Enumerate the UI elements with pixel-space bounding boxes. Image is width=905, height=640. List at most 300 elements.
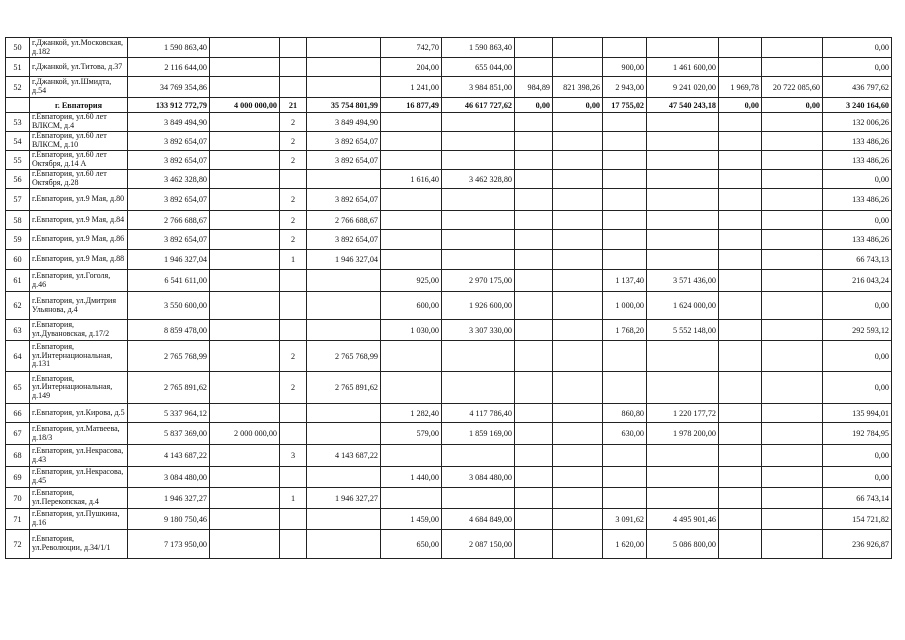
table-cell <box>381 372 442 404</box>
table-cell <box>515 445 553 467</box>
table-cell: 3 849 494,90 <box>128 113 210 132</box>
table-row <box>6 170 892 189</box>
table-cell: г.Евпатория, ул.Некрасова, д.43 <box>30 445 128 467</box>
table-cell <box>210 270 280 292</box>
table-cell: 1 459,00 <box>381 509 442 530</box>
table-cell: 3 091,62 <box>603 509 647 530</box>
table-cell <box>603 445 647 467</box>
table-cell <box>647 372 719 404</box>
table-cell: 3 892 654,07 <box>307 132 381 151</box>
table-cell: 133 486,26 <box>823 230 892 250</box>
table-cell: 5 086 800,00 <box>647 530 719 559</box>
table-cell <box>210 530 280 559</box>
table-cell <box>603 372 647 404</box>
table-cell <box>442 250 515 270</box>
table-cell <box>719 211 762 230</box>
table-cell <box>603 488 647 509</box>
table-cell <box>719 113 762 132</box>
table-cell <box>280 292 307 320</box>
table-cell <box>307 270 381 292</box>
table-row <box>6 404 892 423</box>
table-cell <box>647 170 719 189</box>
table-cell: г.Евпатория, ул.60 лет ВЛКСМ, д.4 <box>30 113 128 132</box>
table-cell <box>381 189 442 211</box>
table-cell <box>603 113 647 132</box>
table-cell <box>647 341 719 372</box>
table-cell: 2 116 644,00 <box>128 58 210 77</box>
table-cell: 1 946 327,27 <box>307 488 381 509</box>
table-cell <box>553 488 603 509</box>
table-cell: 3 892 654,07 <box>128 189 210 211</box>
table-cell: 62 <box>6 292 30 320</box>
table-cell <box>515 170 553 189</box>
table-cell: 0,00 <box>719 98 762 113</box>
table-cell <box>280 320 307 341</box>
table-cell: 1 969,78 <box>719 77 762 98</box>
table-cell <box>553 292 603 320</box>
table-cell <box>381 341 442 372</box>
table-cell: 0,00 <box>823 341 892 372</box>
table-cell <box>719 170 762 189</box>
table-cell: 63 <box>6 320 30 341</box>
table-cell: 1 590 863,40 <box>128 38 210 58</box>
table-cell <box>647 230 719 250</box>
table-cell <box>762 404 823 423</box>
table-cell: г.Евпатория, ул.60 лет Октября, д.28 <box>30 170 128 189</box>
table-cell <box>210 38 280 58</box>
table-cell: 47 540 243,18 <box>647 98 719 113</box>
table-cell: 655 044,00 <box>442 58 515 77</box>
table-cell <box>762 372 823 404</box>
table-cell: г.Джанкой, ул.Титова, д.37 <box>30 58 128 77</box>
table-cell <box>553 530 603 559</box>
table-cell <box>280 38 307 58</box>
table-cell <box>515 151 553 170</box>
table-cell <box>762 38 823 58</box>
table-cell <box>280 270 307 292</box>
table-cell: 53 <box>6 113 30 132</box>
table-cell <box>553 509 603 530</box>
table-cell <box>442 372 515 404</box>
table-cell <box>280 58 307 77</box>
table-cell <box>553 467 603 488</box>
table-cell <box>647 488 719 509</box>
table-cell: 0,00 <box>823 292 892 320</box>
table-cell: 1 946 327,04 <box>128 250 210 270</box>
table-cell <box>515 423 553 445</box>
table-cell <box>603 467 647 488</box>
table-cell: 3 571 436,00 <box>647 270 719 292</box>
table-cell: 0,00 <box>762 98 823 113</box>
table-cell: г.Евпатория, ул.Гоголя, д.46 <box>30 270 128 292</box>
table-cell: 4 684 849,00 <box>442 509 515 530</box>
table-cell: 52 <box>6 77 30 98</box>
table-cell: 860,80 <box>603 404 647 423</box>
table-cell <box>762 530 823 559</box>
table-cell: 1 859 169,00 <box>442 423 515 445</box>
table-cell: 0,00 <box>553 98 603 113</box>
table-cell: 2 765 768,99 <box>128 341 210 372</box>
table-cell: 70 <box>6 488 30 509</box>
table-cell: 3 892 654,07 <box>307 151 381 170</box>
table-cell <box>515 113 553 132</box>
table-cell <box>762 151 823 170</box>
table-cell: 2 765 768,99 <box>307 341 381 372</box>
table-cell <box>515 404 553 423</box>
table-row <box>6 58 892 77</box>
table-cell: 5 337 964,12 <box>128 404 210 423</box>
table-cell <box>647 189 719 211</box>
table-cell <box>515 372 553 404</box>
table-row <box>6 189 892 211</box>
table-cell <box>719 509 762 530</box>
table-cell <box>603 230 647 250</box>
table-cell <box>280 467 307 488</box>
table-cell <box>719 530 762 559</box>
table-cell: 154 721,82 <box>823 509 892 530</box>
table-cell <box>515 38 553 58</box>
table-cell <box>553 211 603 230</box>
table-cell: 51 <box>6 58 30 77</box>
table-cell: 1 590 863,40 <box>442 38 515 58</box>
table-cell <box>381 211 442 230</box>
table-cell <box>719 250 762 270</box>
table-cell: 3 <box>280 445 307 467</box>
table-cell <box>762 270 823 292</box>
table-cell: г.Евпатория, ул.Дмитрия Ульянова, д.4 <box>30 292 128 320</box>
table-cell: 133 486,26 <box>823 132 892 151</box>
table-cell <box>442 488 515 509</box>
table-cell <box>553 372 603 404</box>
table-cell <box>210 509 280 530</box>
table-row <box>6 77 892 98</box>
table-cell <box>762 292 823 320</box>
table-cell: 2 <box>280 132 307 151</box>
table-cell: 2 <box>280 211 307 230</box>
table-row <box>6 320 892 341</box>
table-cell: 4 117 786,40 <box>442 404 515 423</box>
table-cell: 66 743,13 <box>823 250 892 270</box>
table-cell: 292 593,12 <box>823 320 892 341</box>
table-cell: г.Евпатория, ул.60 лет Октября, д.14 А <box>30 151 128 170</box>
table-cell <box>553 341 603 372</box>
table-cell: 3 462 328,80 <box>442 170 515 189</box>
table-cell: 650,00 <box>381 530 442 559</box>
table-cell <box>553 132 603 151</box>
table-cell <box>210 320 280 341</box>
table-row <box>6 530 892 559</box>
table-cell: 4 143 687,22 <box>128 445 210 467</box>
table-cell <box>307 320 381 341</box>
table-cell: 1 616,40 <box>381 170 442 189</box>
table-cell <box>603 189 647 211</box>
table-cell: 9 180 750,46 <box>128 509 210 530</box>
table-row <box>6 372 892 404</box>
table-cell <box>381 113 442 132</box>
table-cell <box>603 211 647 230</box>
table-cell <box>647 151 719 170</box>
table-cell: 3 849 494,90 <box>307 113 381 132</box>
table-cell: 133 486,26 <box>823 189 892 211</box>
table-cell <box>719 445 762 467</box>
table-cell: 35 754 801,99 <box>307 98 381 113</box>
table-cell <box>381 132 442 151</box>
table-cell <box>762 341 823 372</box>
table-cell: 17 755,02 <box>603 98 647 113</box>
table-cell: г.Евпатория, ул.9 Мая, д.84 <box>30 211 128 230</box>
table-cell <box>762 230 823 250</box>
table-cell: 0,00 <box>823 38 892 58</box>
table-cell: 21 <box>280 98 307 113</box>
table-cell: 69 <box>6 467 30 488</box>
table-row <box>6 250 892 270</box>
table-cell <box>307 467 381 488</box>
table-cell: 6 541 611,00 <box>128 270 210 292</box>
table-row <box>6 113 892 132</box>
table-cell: 4 000 000,00 <box>210 98 280 113</box>
table-cell: 2 <box>280 151 307 170</box>
table-cell <box>719 58 762 77</box>
table-cell <box>210 170 280 189</box>
table-cell <box>553 189 603 211</box>
table-cell <box>307 530 381 559</box>
table-cell: 0,00 <box>823 445 892 467</box>
table-cell: 3 550 600,00 <box>128 292 210 320</box>
table-cell: 925,00 <box>381 270 442 292</box>
table-cell: 66 <box>6 404 30 423</box>
table-cell <box>553 170 603 189</box>
table-row <box>6 292 892 320</box>
table-cell <box>307 292 381 320</box>
table-cell: 34 769 354,86 <box>128 77 210 98</box>
table-cell <box>381 230 442 250</box>
table-cell: 1 000,00 <box>603 292 647 320</box>
table-cell <box>762 58 823 77</box>
table-cell <box>381 488 442 509</box>
table-cell: 3 240 164,60 <box>823 98 892 113</box>
table-cell <box>553 58 603 77</box>
table-cell <box>515 58 553 77</box>
table-cell <box>515 488 553 509</box>
table-cell <box>381 151 442 170</box>
table-cell <box>603 341 647 372</box>
table-cell <box>515 509 553 530</box>
table-cell: 9 241 020,00 <box>647 77 719 98</box>
table-cell <box>381 445 442 467</box>
table-cell <box>515 230 553 250</box>
table-cell <box>210 132 280 151</box>
table-cell: 984,89 <box>515 77 553 98</box>
table-cell: 2 766 688,67 <box>307 211 381 230</box>
table-row <box>6 132 892 151</box>
table-cell <box>381 250 442 270</box>
table-cell <box>307 170 381 189</box>
table-cell: г.Евпатория, ул.Дувановская, д.17/2 <box>30 320 128 341</box>
table-cell: 1 946 327,27 <box>128 488 210 509</box>
table-cell: г.Евпатория, ул.9 Мая, д.86 <box>30 230 128 250</box>
table-cell: г.Евпатория, ул.Некрасова, д.45 <box>30 467 128 488</box>
table-cell: 1 946 327,04 <box>307 250 381 270</box>
table-cell: 4 143 687,22 <box>307 445 381 467</box>
table-cell: 5 552 148,00 <box>647 320 719 341</box>
table-cell: г.Евпатория, ул.60 лет ВЛКСМ, д.10 <box>30 132 128 151</box>
table-cell: 1 461 600,00 <box>647 58 719 77</box>
table-cell <box>280 170 307 189</box>
table-cell: г.Евпатория, ул.Интернациональная, д.149 <box>30 372 128 404</box>
table-row <box>6 445 892 467</box>
table-cell: г.Евпатория, ул.9 Мая, д.88 <box>30 250 128 270</box>
table-cell: 132 006,26 <box>823 113 892 132</box>
table-cell <box>210 58 280 77</box>
table-cell: 742,70 <box>381 38 442 58</box>
table-cell <box>210 77 280 98</box>
table-cell: 7 173 950,00 <box>128 530 210 559</box>
table-cell: 1 624 000,00 <box>647 292 719 320</box>
table-cell <box>210 211 280 230</box>
table-cell <box>210 488 280 509</box>
table-cell <box>210 230 280 250</box>
table-cell <box>442 211 515 230</box>
table-cell <box>647 250 719 270</box>
table-cell: 2 <box>280 113 307 132</box>
table-cell: 2 766 688,67 <box>128 211 210 230</box>
table-cell <box>553 270 603 292</box>
table-row <box>6 151 892 170</box>
table-cell: 1 282,40 <box>381 404 442 423</box>
table-cell: г.Джанкой, ул.Шмидта, д.54 <box>30 77 128 98</box>
table-cell: 0,00 <box>823 211 892 230</box>
table-cell <box>647 467 719 488</box>
table-cell: 72 <box>6 530 30 559</box>
table-cell <box>762 488 823 509</box>
table-cell: 236 926,87 <box>823 530 892 559</box>
table-row <box>6 423 892 445</box>
data-table <box>5 37 892 559</box>
table-cell: 60 <box>6 250 30 270</box>
table-cell: г.Евпатория, ул.Кирова, д.5 <box>30 404 128 423</box>
table-cell: 1 220 177,72 <box>647 404 719 423</box>
table-cell <box>307 423 381 445</box>
table-cell: 630,00 <box>603 423 647 445</box>
table-cell <box>647 113 719 132</box>
table-cell: 2 087 150,00 <box>442 530 515 559</box>
table-cell <box>210 151 280 170</box>
table-body <box>6 38 892 559</box>
table-cell <box>719 132 762 151</box>
table-cell: г.Евпатория, ул.Матвеева, д.18/3 <box>30 423 128 445</box>
table-row <box>6 467 892 488</box>
table-cell: 71 <box>6 509 30 530</box>
table-cell: 3 892 654,07 <box>307 189 381 211</box>
table-cell <box>515 250 553 270</box>
table-cell <box>762 445 823 467</box>
table-cell: 2 765 891,62 <box>307 372 381 404</box>
table-cell: г.Евпатория, ул.Перекопская, д.4 <box>30 488 128 509</box>
table-cell <box>210 189 280 211</box>
table-cell <box>762 170 823 189</box>
document-page <box>5 37 892 559</box>
table-cell: 1 620,00 <box>603 530 647 559</box>
table-cell <box>515 320 553 341</box>
table-row <box>6 509 892 530</box>
table-cell: 216 043,24 <box>823 270 892 292</box>
table-cell <box>210 372 280 404</box>
table-cell <box>280 509 307 530</box>
table-cell <box>515 189 553 211</box>
table-cell: 58 <box>6 211 30 230</box>
table-cell: 57 <box>6 189 30 211</box>
table-cell: 20 722 085,60 <box>762 77 823 98</box>
table-cell: 3 892 654,07 <box>128 132 210 151</box>
table-cell <box>762 467 823 488</box>
table-cell: 579,00 <box>381 423 442 445</box>
table-cell: 55 <box>6 151 30 170</box>
table-cell: 1 <box>280 250 307 270</box>
table-cell <box>719 38 762 58</box>
table-cell <box>210 113 280 132</box>
table-cell <box>280 530 307 559</box>
table-cell: 46 617 727,62 <box>442 98 515 113</box>
table-cell: 50 <box>6 38 30 58</box>
table-cell <box>719 292 762 320</box>
table-cell: 1 440,00 <box>381 467 442 488</box>
table-cell: 2 <box>280 230 307 250</box>
table-cell <box>762 211 823 230</box>
table-cell: 3 084 480,00 <box>442 467 515 488</box>
table-cell <box>647 211 719 230</box>
table-cell <box>603 170 647 189</box>
table-cell <box>442 341 515 372</box>
table-cell: 16 877,49 <box>381 98 442 113</box>
table-cell: 66 743,14 <box>823 488 892 509</box>
table-cell <box>515 292 553 320</box>
table-cell: г. Евпатория <box>30 98 128 113</box>
table-cell <box>762 423 823 445</box>
table-cell: 1 926 600,00 <box>442 292 515 320</box>
table-cell: 54 <box>6 132 30 151</box>
table-cell: 1 241,00 <box>381 77 442 98</box>
table-cell <box>515 211 553 230</box>
table-cell <box>647 38 719 58</box>
table-cell: 3 892 654,07 <box>128 151 210 170</box>
table-cell <box>762 509 823 530</box>
table-cell <box>553 423 603 445</box>
table-cell: 67 <box>6 423 30 445</box>
table-cell <box>6 98 30 113</box>
table-cell: 900,00 <box>603 58 647 77</box>
table-cell <box>719 488 762 509</box>
table-cell: г.Евпатория, ул.Интернациональная, д.131 <box>30 341 128 372</box>
table-cell <box>603 250 647 270</box>
table-cell <box>307 509 381 530</box>
table-cell <box>442 445 515 467</box>
table-cell <box>553 250 603 270</box>
table-cell: 204,00 <box>381 58 442 77</box>
table-cell <box>280 423 307 445</box>
table-cell <box>210 445 280 467</box>
table-cell: 56 <box>6 170 30 189</box>
table-cell: 192 784,95 <box>823 423 892 445</box>
table-cell: 0,00 <box>823 372 892 404</box>
table-cell: 2 943,00 <box>603 77 647 98</box>
table-cell: 135 994,01 <box>823 404 892 423</box>
table-cell: 3 984 851,00 <box>442 77 515 98</box>
table-cell <box>210 467 280 488</box>
table-cell <box>307 404 381 423</box>
table-cell <box>280 77 307 98</box>
table-cell <box>762 250 823 270</box>
table-cell: 0,00 <box>823 170 892 189</box>
